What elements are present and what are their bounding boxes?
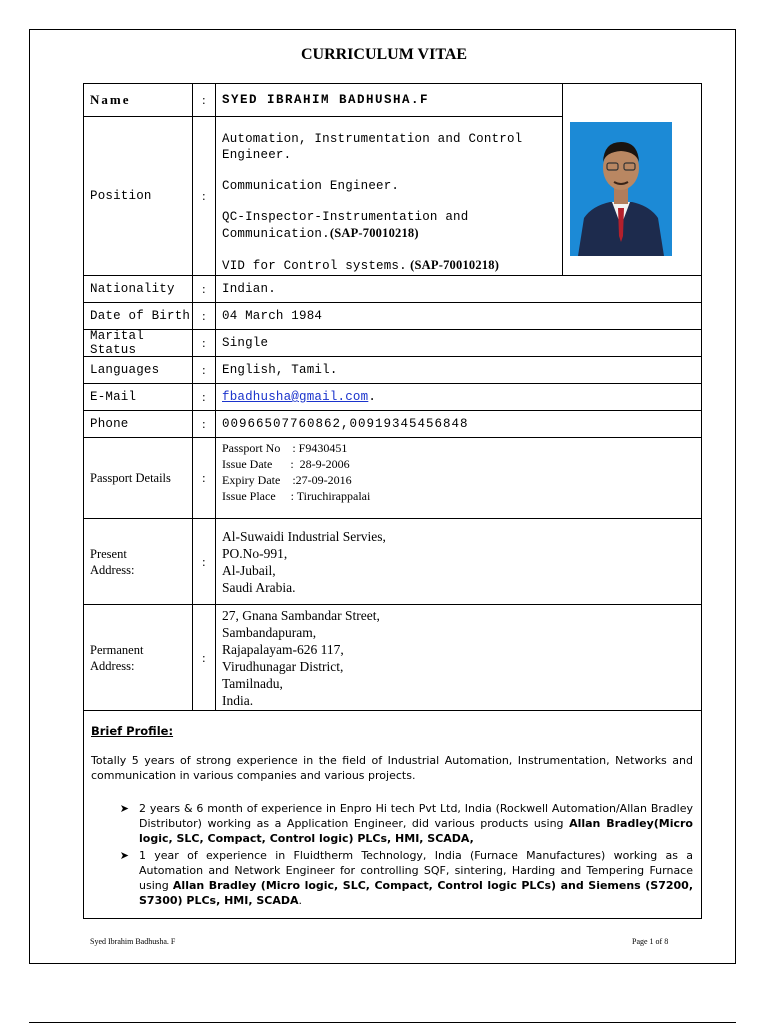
document-title: CURRICULUM VITAE	[300, 46, 468, 63]
position-label: Position	[84, 117, 193, 275]
footer-author: Syed Ibrahim Badhusha. F	[90, 937, 176, 946]
nationality-value: Indian.	[222, 282, 276, 296]
languages-row	[84, 357, 701, 384]
colon: :	[193, 117, 216, 275]
colon: :	[193, 384, 216, 410]
position-row	[84, 117, 562, 276]
colon: :	[193, 84, 216, 116]
present-address-label: Present Address:	[84, 519, 193, 604]
photo-cell	[562, 84, 701, 276]
marital-row	[84, 330, 701, 357]
permanent-address-label: Permanent Address:	[84, 605, 193, 710]
passport-row	[84, 438, 701, 519]
nationality-row	[84, 276, 701, 303]
brief-profile-section	[84, 710, 700, 908]
name-label: Name	[84, 84, 193, 116]
colon: :	[193, 330, 216, 356]
profile-heading: Brief Profile:	[91, 724, 174, 738]
phone-label: Phone	[84, 411, 193, 437]
name-value: SYED IBRAHIM BADHUSHA.F	[222, 93, 430, 107]
marital-value: Single	[222, 336, 269, 350]
passport-value: Passport No : F9430451 Issue Date : 28-9-2006 Expiry Date :27-09-2016 Issue Place : Tiruchirappalai	[222, 441, 371, 503]
profile-summary: Totally 5 years of strong experience in the field of Industrial Automation, Instrumentation, Networks and communication in various companies and various projects.	[91, 754, 693, 782]
permanent-address-value: 27, Gnana Sambandar Street, Sambandapuram, Rajapalayam-626 117, Virudhunagar District, Tamilnadu, India.	[222, 607, 380, 708]
profile-bullet-1: ➤ 2 years & 6 month of experience in Enpro Hi tech Pvt Ltd, India (Rockwell Automation/Allan Bradley Distributor) working as a Application Engineer, did various products using Allan Bradley(Micro logic, SLC, Compact, Control logic) PLCs, HMI, SCADA,	[91, 801, 693, 846]
profile-photo	[570, 122, 672, 256]
phone-value: 00966507760862,00919345456848	[222, 417, 469, 431]
bullet-arrow-icon: ➤	[119, 802, 129, 815]
permanent-address-row	[84, 605, 701, 711]
nationality-label: Nationality	[84, 276, 193, 302]
dob-label: Date of Birth	[84, 303, 193, 329]
email-label: E-Mail	[84, 384, 193, 410]
colon: :	[193, 519, 216, 604]
colon: :	[193, 357, 216, 383]
bullet-arrow-icon: ➤	[119, 849, 129, 862]
present-address-row	[84, 519, 701, 605]
email-link[interactable]: fbadhusha@gmail.com	[222, 390, 369, 404]
passport-label: Passport Details	[84, 438, 193, 518]
position-value: Automation, Instrumentation and Control Engineer. Communication Engineer. QC-Inspector-Instrumentation and Communication.(SAP-70010218) VID for Control systems. (SAP-70010218)	[222, 132, 523, 273]
dob-row	[84, 303, 701, 330]
phone-row	[84, 411, 701, 438]
dob-value: 04 March 1984	[222, 309, 323, 323]
colon: :	[193, 411, 216, 437]
footer-page-number: Page 1 of 8	[632, 937, 669, 946]
email-row	[84, 384, 701, 411]
marital-label: Marital Status	[84, 330, 193, 356]
colon: :	[193, 438, 216, 518]
email-value: fbadhusha@gmail.com .	[222, 390, 377, 404]
colon: :	[193, 605, 216, 710]
page-divider	[29, 1022, 736, 1023]
name-row	[84, 84, 562, 117]
languages-value: English, Tamil.	[222, 363, 338, 377]
profile-bullet-2: ➤ 1 year of experience in Fluidtherm Technology, India (Furnace Manufactures) working as a Automation and Network Engineer for controlling SQF, sintering, Harding and Tempering Furnace using Allan Bradley (Micro logic, SLC, Compact, Control logic PLCs) and Siemens (S7200, S7300) PLCs, HMI, SCADA.	[91, 848, 693, 908]
colon: :	[193, 303, 216, 329]
languages-label: Languages	[84, 357, 193, 383]
cv-details-table	[83, 83, 702, 919]
present-address-value: Al-Suwaidi Industrial Servies, PO.No-991, Al-Jubail, Saudi Arabia.	[222, 528, 386, 595]
colon: :	[193, 276, 216, 302]
